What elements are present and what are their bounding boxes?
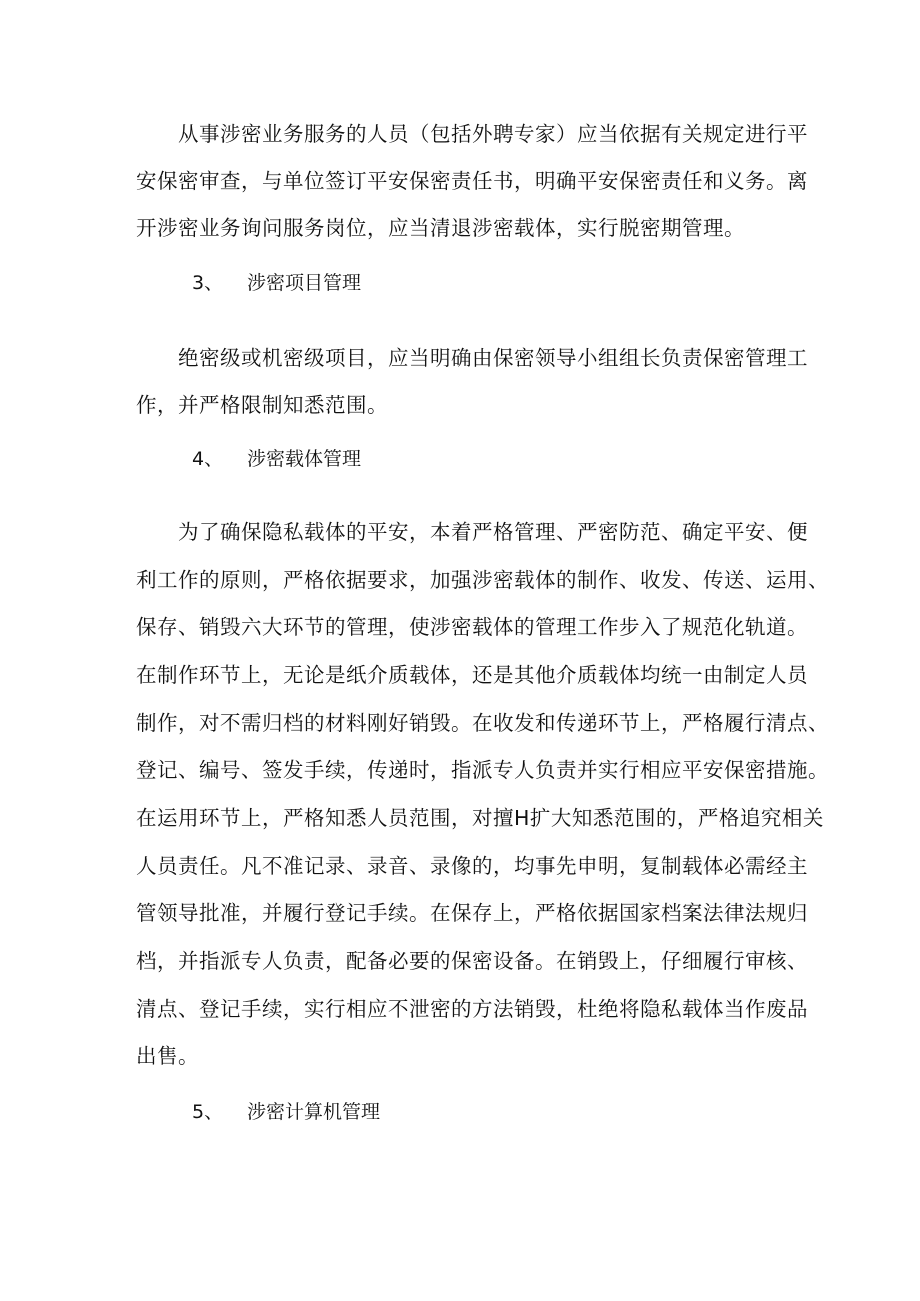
paragraph-1-line-1: 从事涉密业务服务的人员（包括外聘专家）应当依据有关规定进行平 (178, 122, 808, 146)
paragraph-3-line-1: 为了确保隐私载体的平安，本着严格管理、严密防范、确定平安、便 (178, 520, 808, 544)
heading-3-number: 3、 (192, 272, 224, 294)
paragraph-3-line-7: 在运用环节上，严格知悉人员范围，对擅H扩大知悉范围的，严格追究相关 (136, 806, 824, 830)
paragraph-3-line-4: 在制作环节上，无论是纸介质载体，还是其他介质载体均统一由制定人员 (136, 663, 808, 687)
paragraph-1-line-2: 安保密审查，与单位签订平安保密责任书，明确平安保密责任和义务。离 (136, 169, 808, 193)
paragraph-3-line-2: 利工作的原则，严格依据要求，加强涉密载体的制作、收发、传送、运用、 (136, 568, 829, 592)
paragraph-3-line-6: 登记、编号、签发手续，传递时，指派专人负责并实行相应平安保密措施。 (136, 758, 829, 782)
paragraph-3-line-9: 管领导批准，并履行登记手续。在保存上，严格依据国家档案法律法规归 (136, 901, 808, 925)
paragraph-3-line-10: 档，并指派专人负责，配备必要的保密设备。在销毁上，仔细履行审核、 (136, 949, 808, 973)
paragraph-3-line-8: 人员责任。凡不准记录、录音、录像的，均事先申明，复制载体必需经主 (136, 854, 808, 878)
heading-3-title: 涉密项目管理 (247, 272, 362, 294)
heading-4-number: 4、 (192, 448, 224, 470)
paragraph-3-line-12: 出售。 (136, 1044, 199, 1068)
heading-5-number: 5、 (192, 1101, 224, 1123)
heading-4-title: 涉密载体管理 (247, 448, 362, 470)
paragraph-2-line-2: 作，并严格限制知悉范围。 (136, 393, 388, 417)
heading-5-title: 涉密计算机管理 (247, 1101, 381, 1123)
paragraph-2-line-1: 绝密级或机密级项目，应当明确由保密领导小组组长负责保密管理工 (178, 346, 808, 370)
paragraph-3-line-3: 保存、销毁六大环节的管理，使涉密载体的管理工作步入了规范化轨道。 (136, 615, 808, 639)
paragraph-3-line-5: 制作，对不需归档的材料刚好销毁。在收发和传递环节上，严格履行清点、 (136, 711, 829, 735)
paragraph-3-line-11: 清点、登记手续，实行相应不泄密的方法销毁，杜绝将隐私载体当作废品 (136, 997, 808, 1021)
paragraph-1-line-3: 开涉密业务询问服务岗位，应当清退涉密载体，实行脱密期管理。 (136, 216, 745, 240)
